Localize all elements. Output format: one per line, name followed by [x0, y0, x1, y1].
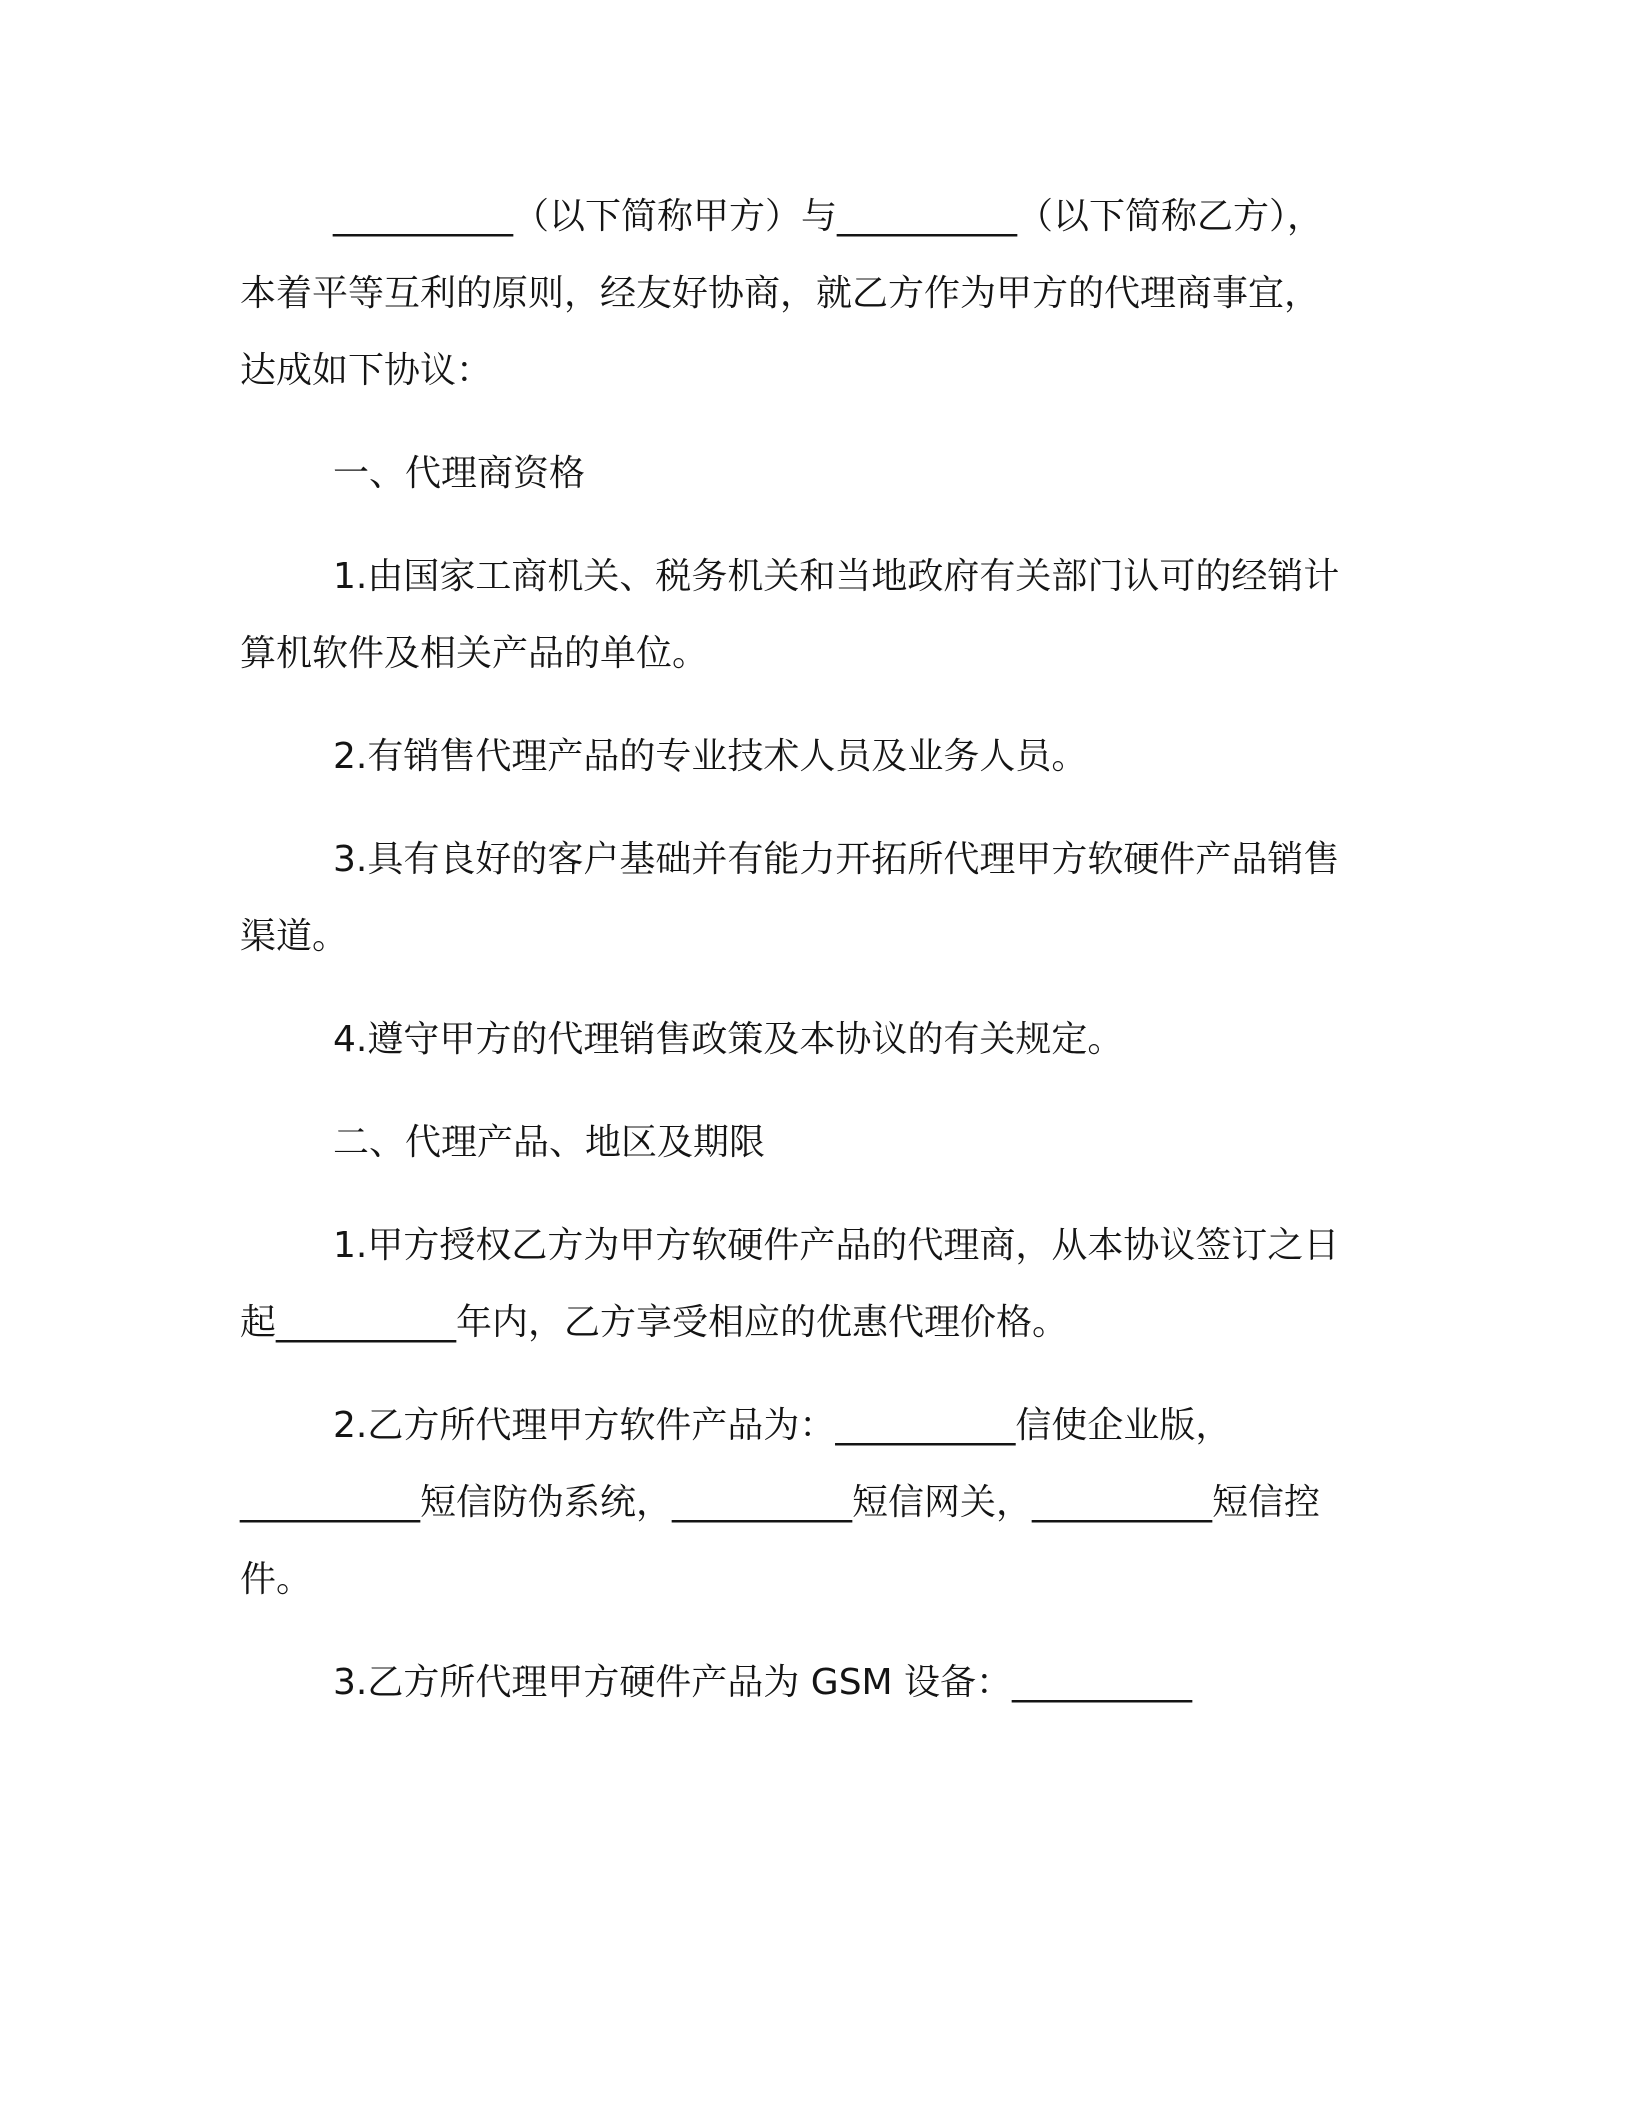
paragraph-line: 件。: [240, 1559, 313, 1600]
paragraph-line: 起__________年内，乙方享受相应的优惠代理价格。: [240, 1302, 1069, 1343]
clause-2-3: [240, 1644, 1400, 1721]
paragraph-line: 1.甲方授权乙方为甲方软硬件产品的代理商，从本协议签订之日: [333, 1225, 1340, 1266]
paragraph-line: 4.遵守甲方的代理销售政策及本协议的有关规定。: [333, 1019, 1124, 1060]
clause-1-1: [240, 538, 1400, 692]
clause-2-2: [240, 1387, 1400, 1618]
paragraph-line: 渠道。: [240, 916, 349, 957]
paragraph-line: 3.具有良好的客户基础并有能力开拓所代理甲方软硬件产品销售: [333, 839, 1340, 880]
intro-paragraph: [240, 178, 1400, 409]
paragraph-line: 1.由国家工商机关、税务机关和当地政府有关部门认可的经销计: [333, 556, 1340, 597]
clause-2-1: [240, 1207, 1400, 1361]
paragraph-line: __________短信防伪系统，__________短信网关，__________短信控: [240, 1482, 1321, 1523]
paragraph-line: __________（以下简称甲方）与__________（以下简称乙方），: [333, 196, 1324, 237]
paragraph-line: 2.乙方所代理甲方软件产品为：__________信使企业版，: [333, 1405, 1232, 1446]
section-heading-qualification: [240, 435, 1400, 512]
section-heading: 一、代理商资格: [333, 453, 586, 494]
section-heading-products: [240, 1104, 1400, 1181]
section-heading: 二、代理产品、地区及期限: [333, 1122, 766, 1163]
clause-1-3: [240, 821, 1400, 975]
clause-1-4: [240, 1001, 1400, 1078]
paragraph-line: 本着平等互利的原则，经友好协商，就乙方作为甲方的代理商事宜，: [240, 273, 1321, 314]
paragraph-line: 2.有销售代理产品的专业技术人员及业务人员。: [333, 736, 1088, 777]
clause-1-2: [240, 718, 1400, 795]
document-page: [240, 178, 1400, 1747]
paragraph-line: 算机软件及相关产品的单位。: [240, 633, 709, 674]
paragraph-line: 达成如下协议：: [240, 350, 493, 391]
paragraph-line: 3.乙方所代理甲方硬件产品为 GSM 设备：__________: [333, 1662, 1193, 1703]
